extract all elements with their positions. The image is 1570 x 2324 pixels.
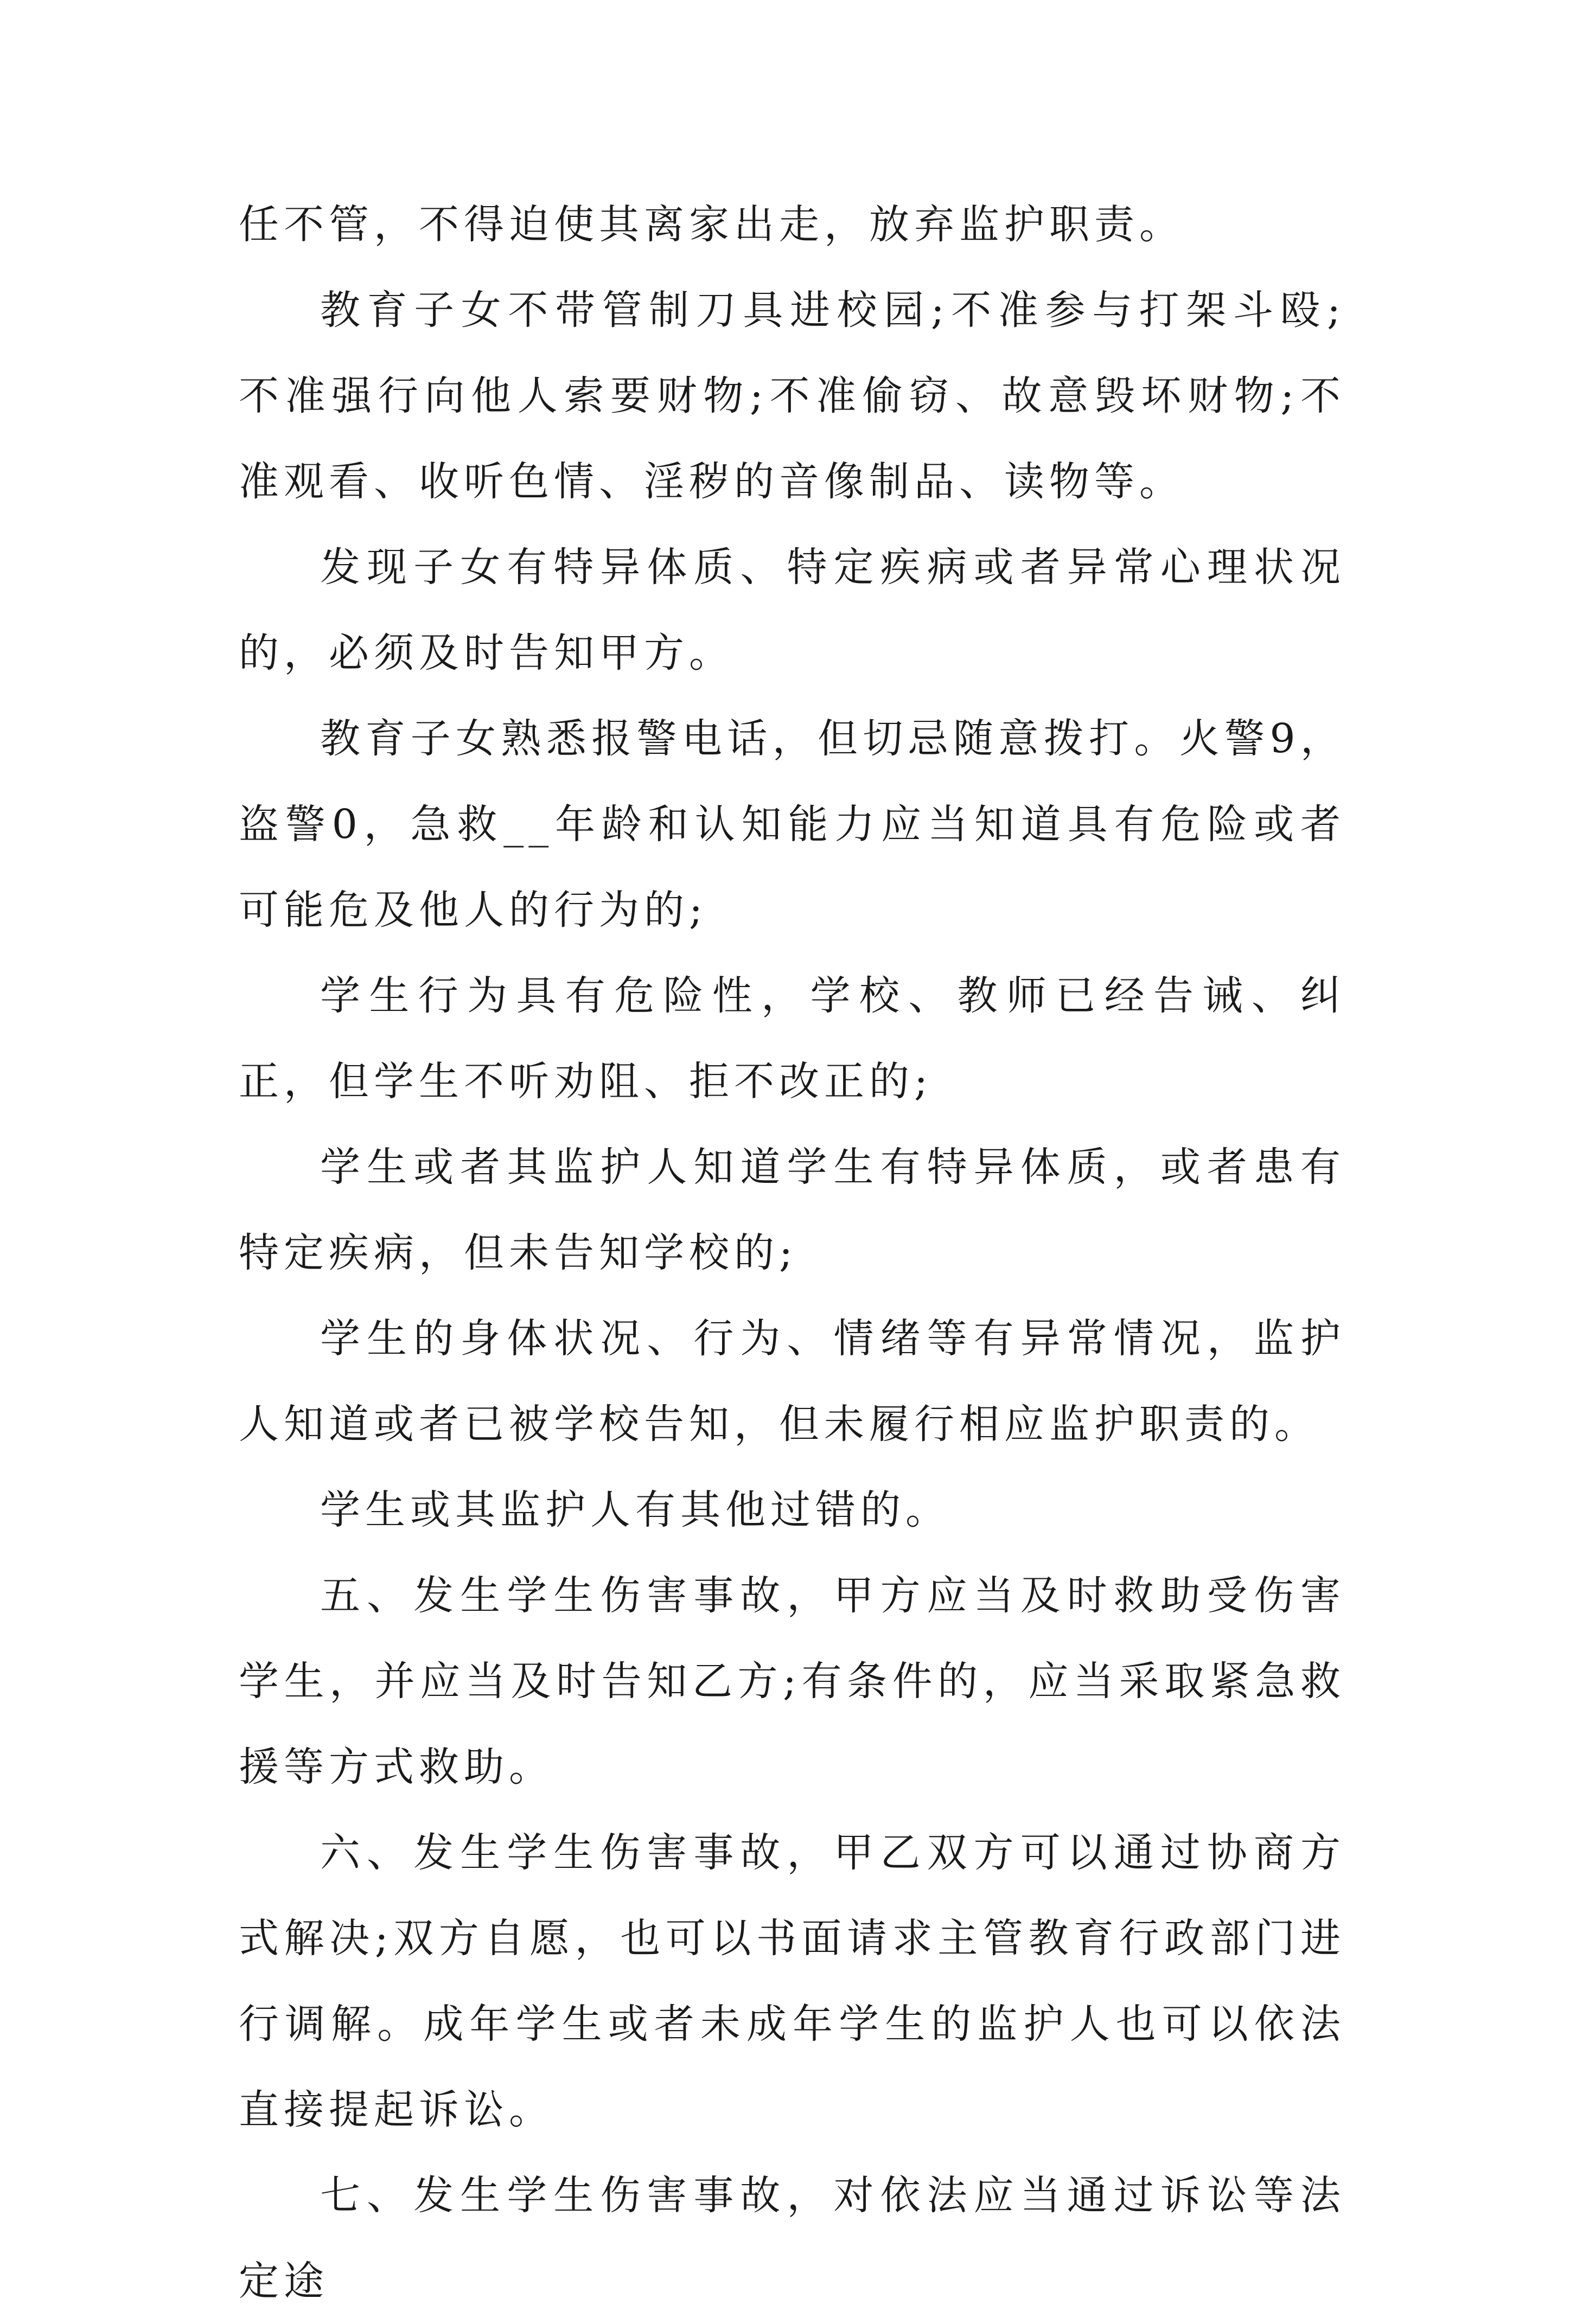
paragraph-health-notice: 发现子女有特异体质、特定疾病或者异常心理状况的，必须及时告知甲方。	[239, 544, 1345, 676]
paragraph-section-seven: 七、发生学生伤害事故，对依法应当通过诉讼等法定途	[239, 2172, 1345, 2304]
paragraph-abnormal-condition: 学生的身体状况、行为、情绪等有异常情况，监护人知道或者已被学校告知，但未履行相应监护职责的。	[239, 1315, 1345, 1448]
document-body	[239, 182, 1345, 2324]
paragraph-dangerous-behavior: 学生行为具有危险性，学校、教师已经告诫、纠正，但学生不听劝阻、拒不改正的;	[239, 972, 1345, 1105]
paragraph-other-faults: 学生或其监护人有其他过错的。	[320, 1487, 950, 1533]
paragraph-special-constitution: 学生或者其监护人知道学生有特异体质，或者患有特定疾病，但未告知学校的;	[239, 1144, 1345, 1276]
paragraph-continuation: 任不管，不得迫使其离家出走，放弃监护职责。	[239, 201, 1184, 248]
paragraph-knife-rules: 教育子女不带管制刀具进校园;不准参与打架斗殴;不准强行向他人索要财物;不准偷窃、故意毁坏财物;不准观看、收听色情、淫秽的音像制品、读物等。	[239, 287, 1345, 505]
paragraph-section-five: 五、发生学生伤害事故，甲方应当及时救助受伤害学生，并应当及时告知乙方;有条件的，应当采取紧急救援等方式救助。	[239, 1572, 1345, 1790]
paragraph-emergency-phone: 教育子女熟悉报警电话，但切忌随意拨打。火警9，盗警0，急救__年龄和认知能力应当知道具有危险或者可能危及他人的行为的;	[239, 715, 1345, 933]
paragraph-section-six: 六、发生学生伤害事故，甲乙双方可以通过协商方式解决;双方自愿，也可以书面请求主管教育行政部门进行调解。成年学生或者未成年学生的监护人也可以依法直接提起诉讼。	[239, 1829, 1345, 2133]
